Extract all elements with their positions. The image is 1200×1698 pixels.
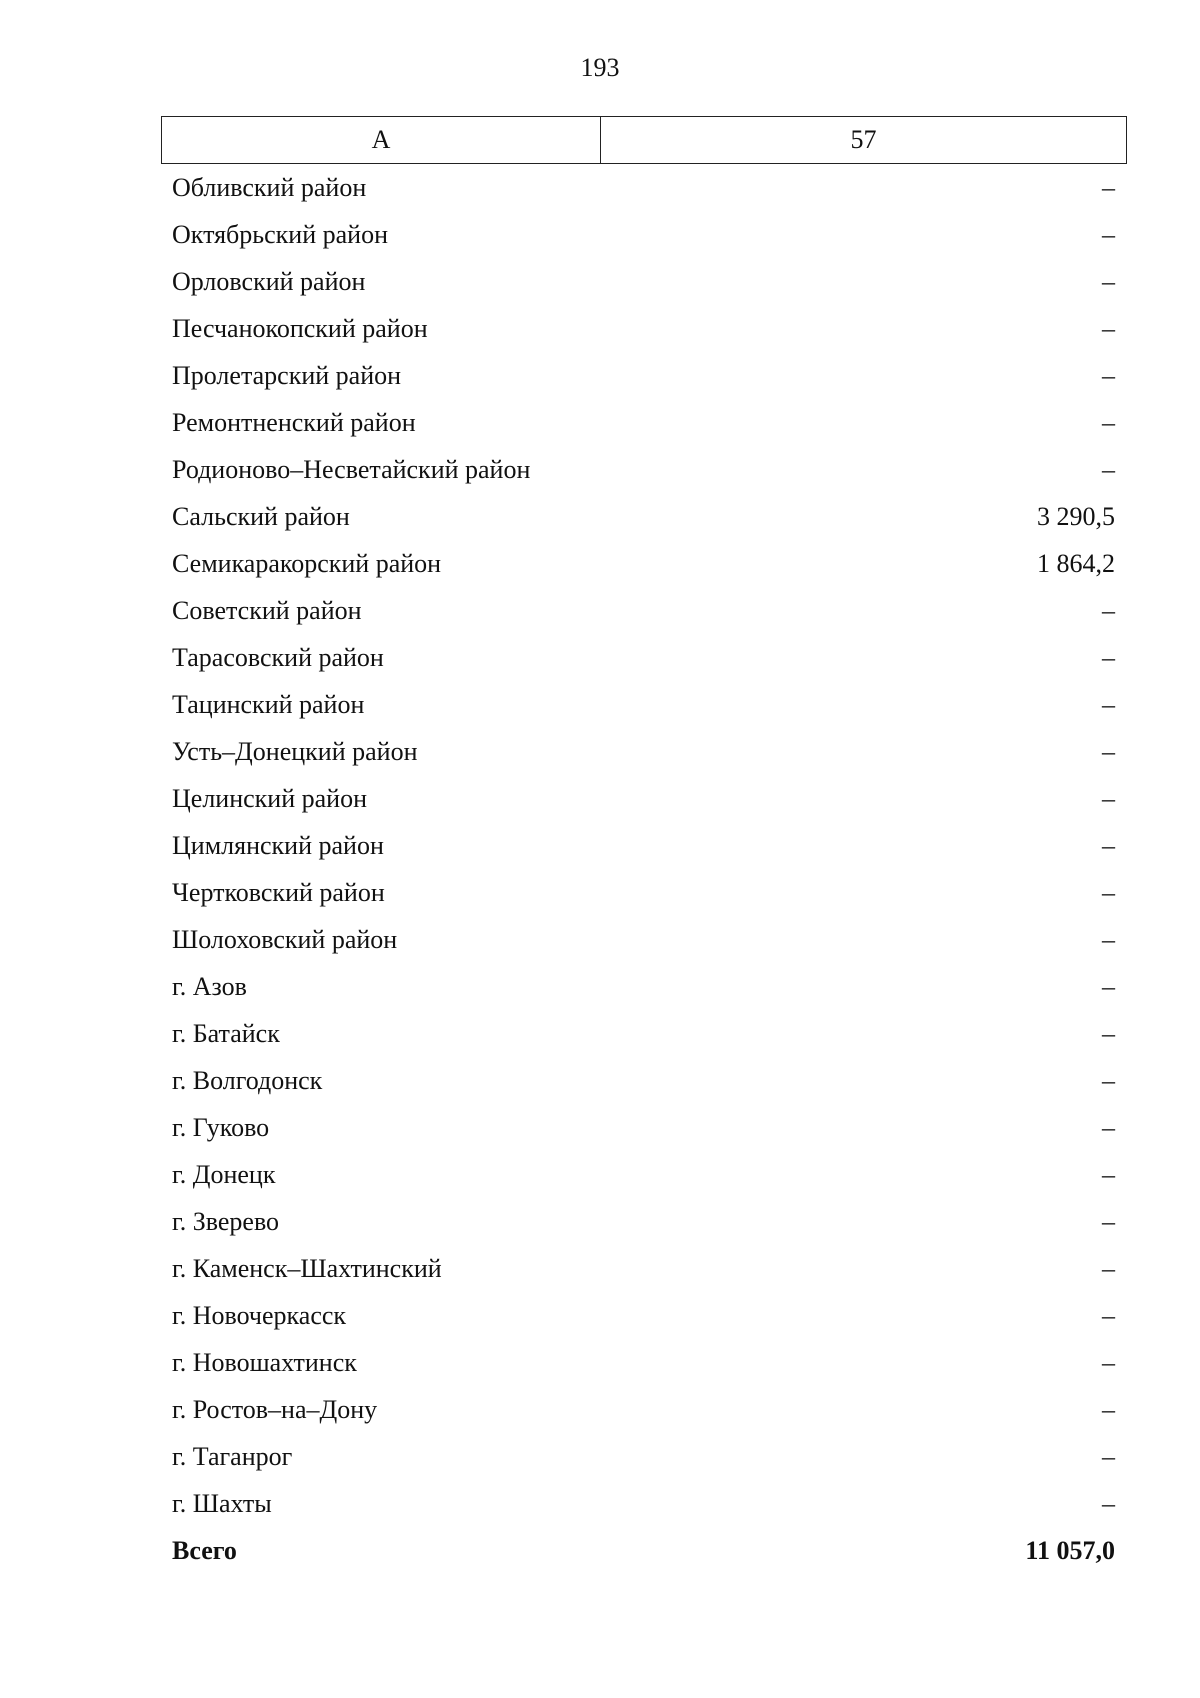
table-row <box>161 634 1127 681</box>
table-row <box>161 446 1127 493</box>
row-name: Пролетарский район <box>172 360 402 390</box>
row-value: – <box>1102 689 1115 719</box>
table-row <box>161 1339 1127 1386</box>
row-value: – <box>1102 1112 1115 1142</box>
table-row <box>161 1480 1127 1527</box>
table-row <box>161 258 1127 305</box>
table-row <box>161 1010 1127 1057</box>
row-value: – <box>1102 1441 1115 1471</box>
table-row <box>161 352 1127 399</box>
row-name: Обливский район <box>172 172 367 202</box>
table-row <box>161 164 1127 211</box>
row-name: Орловский район <box>172 266 366 296</box>
row-name: Сальский район <box>172 501 350 531</box>
table-row <box>161 1057 1127 1104</box>
row-value: – <box>1102 266 1115 296</box>
table-row <box>161 775 1127 822</box>
table-row <box>161 822 1127 869</box>
row-name: Усть–Донецкий район <box>172 736 418 766</box>
row-value: – <box>1102 1206 1115 1236</box>
table-row <box>161 1433 1127 1480</box>
header-col-b: 57 <box>850 125 877 154</box>
row-value: 1 864,2 <box>1037 548 1115 578</box>
row-value: – <box>1102 783 1115 813</box>
row-value: – <box>1102 1018 1115 1048</box>
row-value: – <box>1102 971 1115 1001</box>
table-header <box>161 116 1127 164</box>
row-value: – <box>1102 1065 1115 1095</box>
row-value: – <box>1102 1488 1115 1518</box>
row-name: г. Таганрог <box>172 1441 293 1471</box>
row-value: – <box>1102 172 1115 202</box>
table-total-row <box>161 1527 1127 1574</box>
row-value: – <box>1102 736 1115 766</box>
row-name: Цимлянский район <box>172 830 384 860</box>
row-value: – <box>1102 360 1115 390</box>
table-body <box>161 164 1127 1574</box>
row-name: Тацинский район <box>172 689 365 719</box>
table-row <box>161 916 1127 963</box>
row-value: – <box>1102 407 1115 437</box>
row-name: г. Волгодонск <box>172 1065 323 1095</box>
total-label: Всего <box>172 1535 237 1565</box>
row-value: – <box>1102 1300 1115 1330</box>
row-name: Чертковский район <box>172 877 385 907</box>
row-name: Ремонтненский район <box>172 407 416 437</box>
row-name: г. Новочеркасск <box>172 1300 347 1330</box>
row-name: г. Зверево <box>172 1206 280 1236</box>
row-name: г. Донецк <box>172 1159 276 1189</box>
row-value: – <box>1102 595 1115 625</box>
table-row <box>161 963 1127 1010</box>
table-row <box>161 399 1127 446</box>
row-name: Семикаракорский район <box>172 548 442 578</box>
table-row <box>161 1245 1127 1292</box>
row-name: г. Новошахтинск <box>172 1347 357 1377</box>
table-row <box>161 540 1127 587</box>
row-name: Октябрьский район <box>172 219 388 249</box>
row-name: г. Батайск <box>172 1018 280 1048</box>
table-row <box>161 1292 1127 1339</box>
table-row <box>161 681 1127 728</box>
row-value: – <box>1102 642 1115 672</box>
row-name: Шолоховский район <box>172 924 398 954</box>
row-value: – <box>1102 1394 1115 1424</box>
row-name: Советский район <box>172 595 362 625</box>
table-row <box>161 305 1127 352</box>
row-value: – <box>1102 877 1115 907</box>
row-value: – <box>1102 1347 1115 1377</box>
page-number: 193 <box>580 53 620 82</box>
table-row <box>161 1386 1127 1433</box>
row-name: г. Гуково <box>172 1112 270 1142</box>
table-row <box>161 869 1127 916</box>
row-name: г. Ростов–на–Дону <box>172 1394 378 1424</box>
header-col-a: А <box>162 117 601 163</box>
row-value: – <box>1102 219 1115 249</box>
row-value: – <box>1102 830 1115 860</box>
row-value: – <box>1102 924 1115 954</box>
table-row <box>161 211 1127 258</box>
total-value: 11 057,0 <box>1025 1535 1115 1565</box>
row-name: г. Азов <box>172 971 247 1001</box>
table-row <box>161 493 1127 540</box>
row-value: – <box>1102 454 1115 484</box>
table-row <box>161 1104 1127 1151</box>
row-name: Песчанокопский район <box>172 313 428 343</box>
row-name: Целинский район <box>172 783 367 813</box>
row-value: – <box>1102 313 1115 343</box>
row-value: – <box>1102 1159 1115 1189</box>
row-name: Тарасовский район <box>172 642 384 672</box>
table-row <box>161 728 1127 775</box>
row-value: – <box>1102 1253 1115 1283</box>
table-row <box>161 1151 1127 1198</box>
table-row <box>161 1198 1127 1245</box>
row-name: Родионово–Несветайский район <box>172 454 531 484</box>
row-value: 3 290,5 <box>1037 501 1115 531</box>
row-name: г. Шахты <box>172 1488 272 1518</box>
row-name: г. Каменск–Шахтинский <box>172 1253 442 1283</box>
table-row <box>161 587 1127 634</box>
